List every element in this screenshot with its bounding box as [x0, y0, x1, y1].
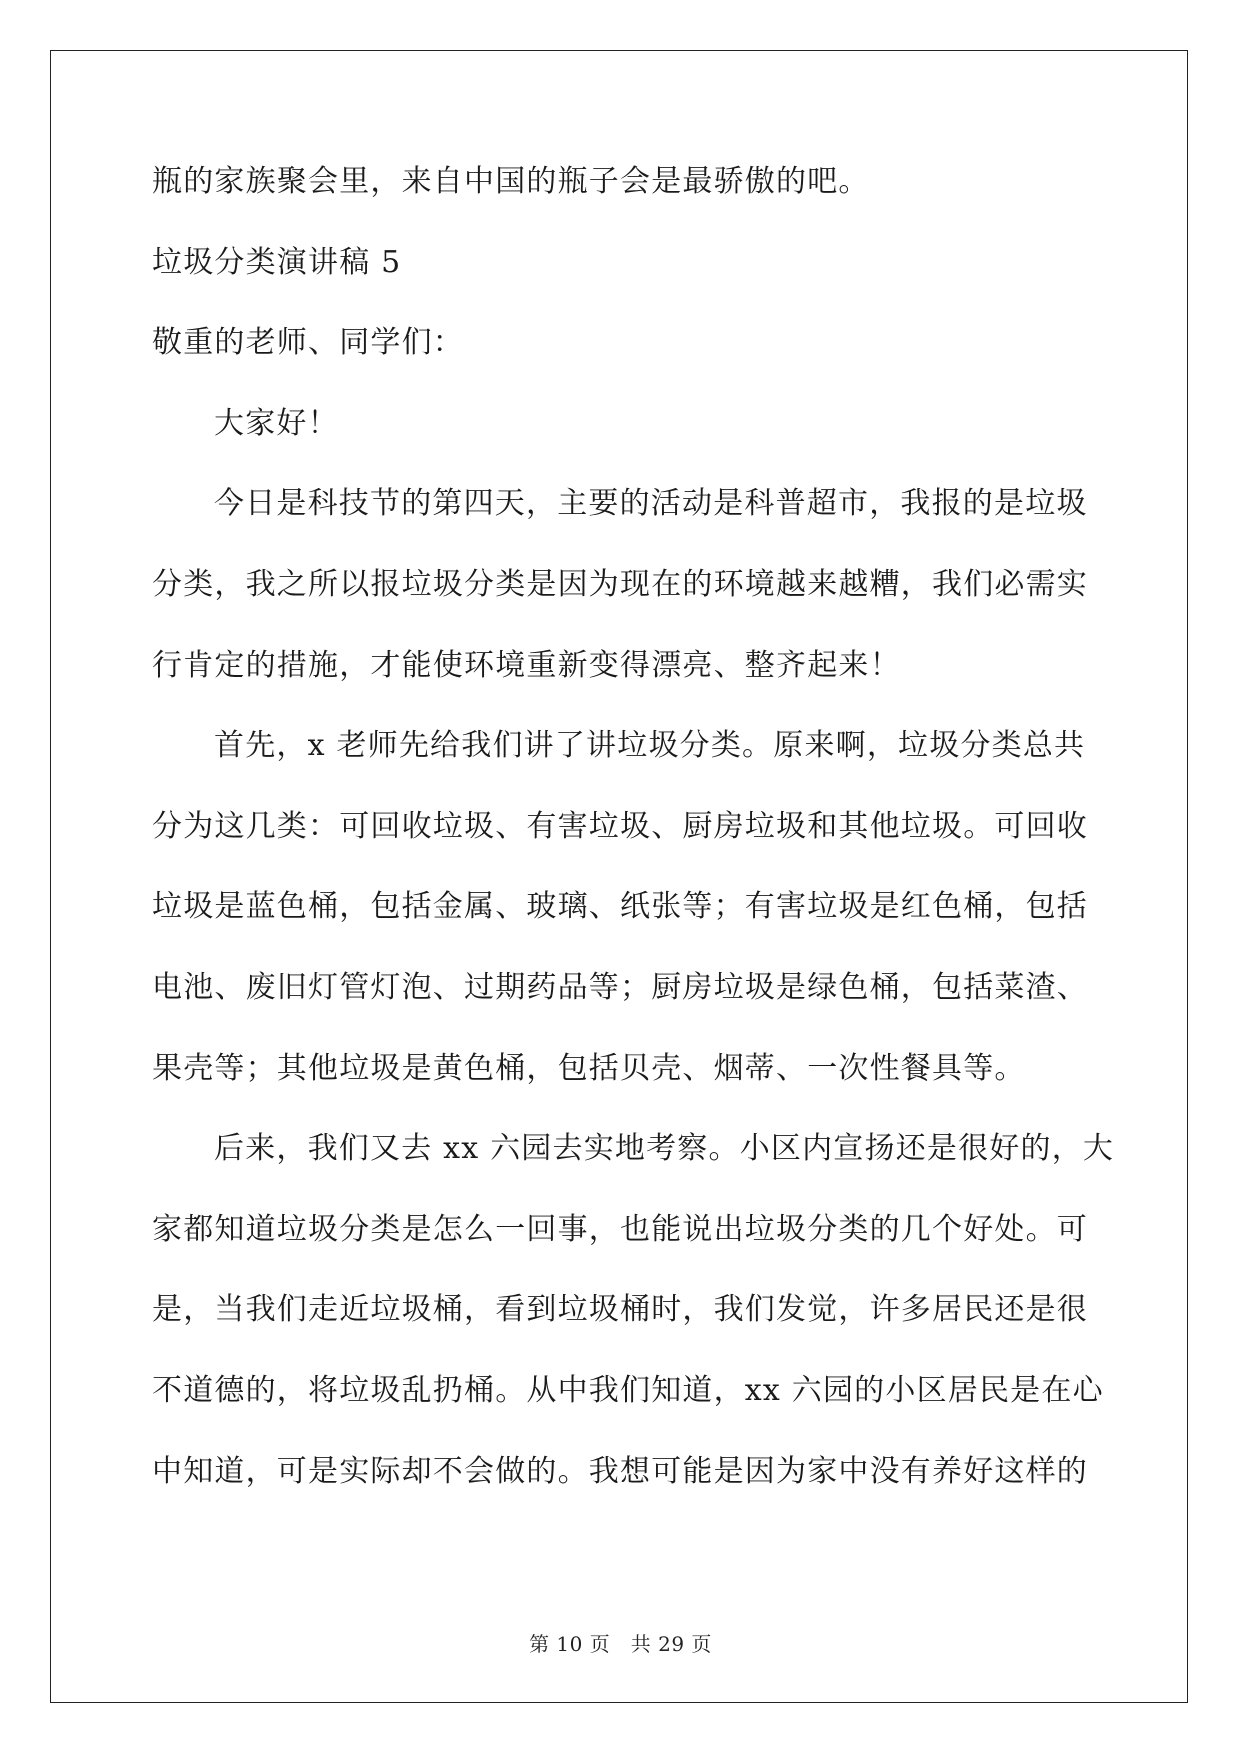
paragraph-line: 后来，我们又去 xx 六园去实地考察。小区内宣扬还是很好的，大 — [214, 1131, 1115, 1167]
document-body — [152, 162, 1115, 1532]
paragraph-line: 家都知道垃圾分类是怎么一回事，也能说出垃圾分类的几个好处。可 — [152, 1211, 1088, 1247]
page-number-footer: 第 10 页 共 29 页 — [529, 1632, 712, 1656]
paragraph-line: 电池、废旧灯管灯泡、过期药品等；厨房垃圾是绿色桶，包括菜渣、 — [152, 969, 1088, 1005]
text-line: 瓶的家族聚会里，来自中国的瓶子会是最骄傲的吧。 — [152, 164, 870, 199]
paragraph-line: 分类，我之所以报垃圾分类是因为现在的环境越来越糟，我们必需实 — [152, 566, 1088, 602]
paragraph-line: 不道德的，将垃圾乱扔桶。从中我们知道，xx 六园的小区居民是在心 — [152, 1372, 1104, 1408]
paragraph-line: 垃圾是蓝色桶，包括金属、玻璃、纸张等；有害垃圾是红色桶，包括 — [152, 889, 1088, 925]
paragraph-line: 行肯定的措施，才能使环境重新变得漂亮、整齐起来！ — [152, 647, 901, 683]
paragraph-line: 分为这几类：可回收垃圾、有害垃圾、厨房垃圾和其他垃圾。可回收 — [152, 808, 1088, 844]
paragraph-line: 首先，x 老师先给我们讲了讲垃圾分类。原来啊，垃圾分类总共 — [214, 728, 1086, 764]
greeting: 大家好！ — [214, 405, 339, 441]
section-heading: 垃圾分类演讲稿 5 — [152, 244, 402, 280]
paragraph-line: 果壳等；其他垃圾是黄色桶，包括贝壳、烟蒂、一次性餐具等。 — [152, 1050, 1026, 1086]
paragraph-line: 中知道，可是实际却不会做的。我想可能是因为家中没有养好这样的 — [152, 1453, 1088, 1489]
paragraph-line: 是，当我们走近垃圾桶，看到垃圾桶时，我们发觉，许多居民还是很 — [152, 1292, 1088, 1328]
paragraph-line: 今日是科技节的第四天，主要的活动是科普超市，我报的是垃圾 — [214, 486, 1088, 522]
salutation: 敬重的老师、同学们： — [152, 325, 464, 361]
